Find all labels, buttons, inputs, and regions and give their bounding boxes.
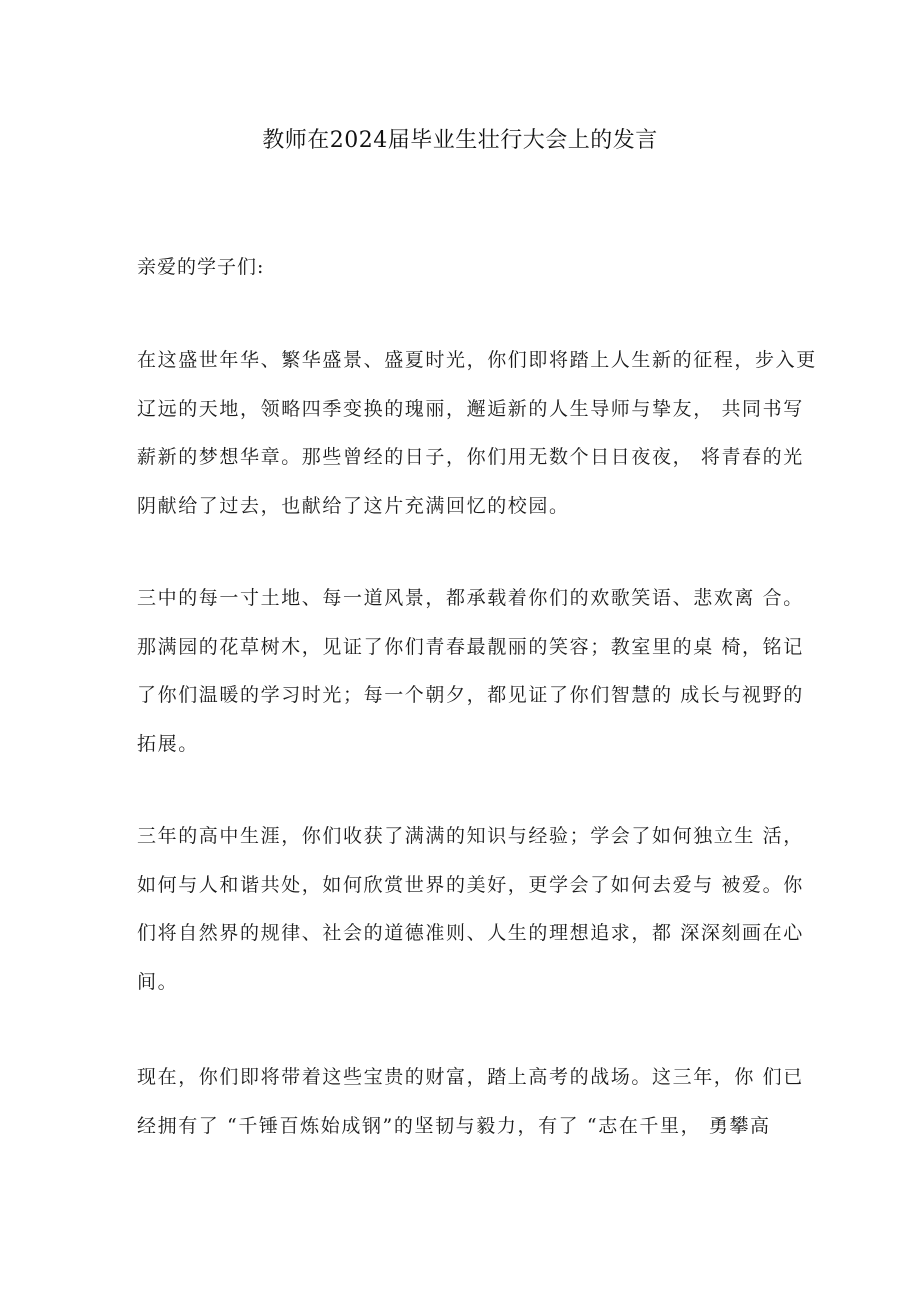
paragraph-line: 拓展。	[137, 732, 199, 755]
paragraph-3	[137, 812, 804, 1006]
paragraph-line: 间。	[137, 970, 179, 993]
paragraph-line: 在这盛世年华、繁华盛景、盛夏时光，你们即将踏上人生新的征程，步入更	[137, 349, 817, 371]
paragraph-line: 经拥有了 “千锤百炼始成钢”的坚韧与毅力，有了 “志在千里， 勇攀高	[137, 1114, 771, 1137]
paragraph-line: 了你们温暖的学习时光；每一个朝夕，都见证了你们智慧的 成长与视野的	[137, 684, 804, 706]
paragraph-1	[137, 336, 817, 530]
paragraph-line: 现在，你们即将带着这些宝贵的财富，踏上高考的战场。这三年，你 们已	[137, 1066, 804, 1088]
paragraph-4	[137, 1053, 804, 1150]
paragraph-line: 如何与人和谐共处，如何欣赏世界的美好，更学会了如何去爱与 被爱。你	[137, 873, 804, 896]
document-title: 教师在2024届毕业生壮行大会上的发言	[262, 128, 658, 153]
salutation: 亲爱的学子们:	[137, 256, 265, 278]
paragraph-line: 阴献给了过去，也献给了这片充满回忆的校园。	[137, 494, 570, 517]
paragraph-line: 们将自然界的规律、社会的道德准则、人生的理想追求，都 深深刻画在心	[137, 922, 804, 944]
paragraph-line: 三中的每一寸土地、每一道风景，都承载着你们的欢歌笑语、悲欢离 合。	[137, 587, 804, 609]
paragraph-line: 那满园的花草树木，见证了你们青春最靓丽的笑容；教室里的桌 椅，铭记	[137, 635, 804, 658]
paragraph-line: 三年的高中生涯，你们收获了满满的知识与经验；学会了如何独立生 活，	[137, 825, 804, 847]
paragraph-2	[137, 574, 804, 768]
paragraph-line: 辽远的天地，领略四季变换的瑰丽，邂逅新的人生导师与挚友， 共同书写	[137, 397, 804, 420]
paragraph-line: 薪新的梦想华章。那些曾经的日子，你们用无数个日日夜夜， 将青春的光	[137, 446, 804, 468]
